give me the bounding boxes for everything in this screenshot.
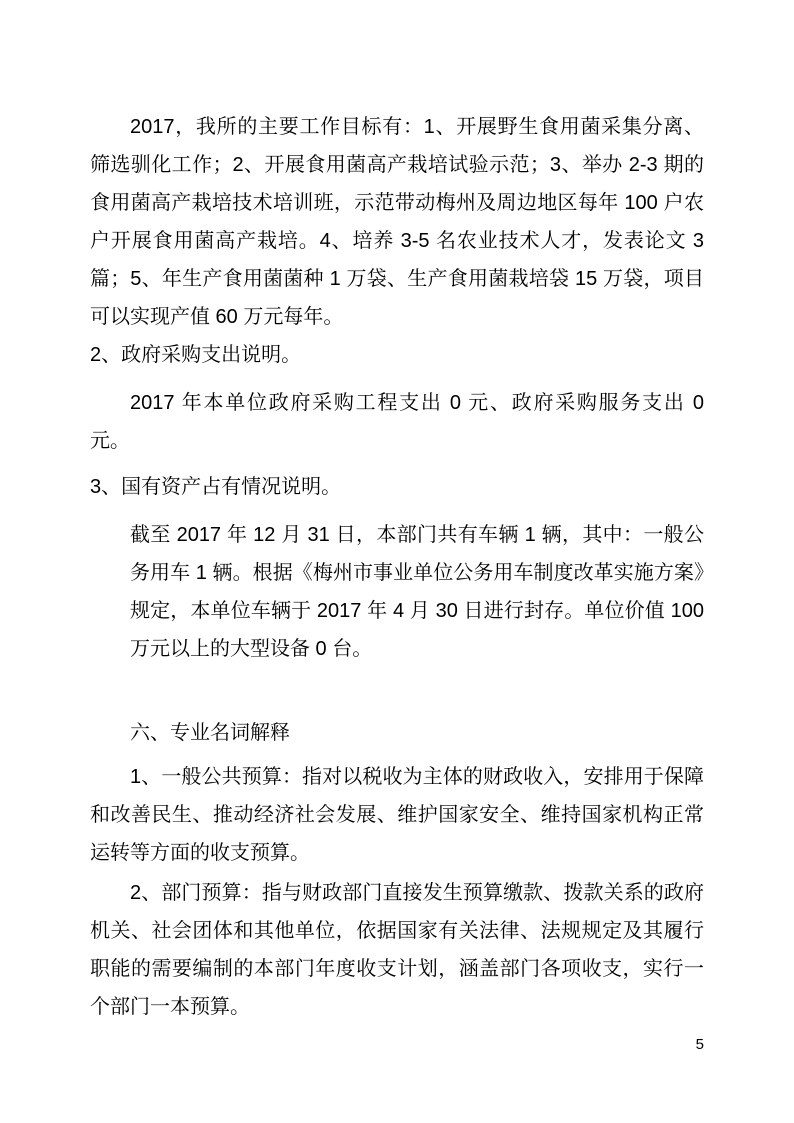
document-body xyxy=(90,108,704,1026)
paragraph-state-assets: 截至 2017 年 12 月 31 日，本部门共有车辆 1 辆，其中：一般公务用车 1 辆。根据《梅州市事业单位公务用车制度改革实施方案》规定，本单位车辆于 2017 年 4 月 30 日进行封存。单位价值 100 万元以上的大型设备 0 台。 xyxy=(130,524,704,660)
paragraph-gov-procurement: 2017 年本单位政府采购工程支出 0 元、政府采购服务支出 0 元。 xyxy=(90,392,704,452)
heading-state-assets: 3、国有资产占有情况说明。 xyxy=(90,476,342,498)
paragraph-work-goals: 2017，我所的主要工作目标有：1、开展野生食用菌采集分离、筛选驯化工作；2、开展食用菌高产栽培试验示范；3、举办 2-3 期的食用菌高产栽培技术培训班，示范带动梅州及周边地区每年 100 户农户开展食用菌高产栽培。4、培养 3-5 名农业技术人才，发表论文 3 篇；5、年生产食用菌菌种 1 万袋、生产食用菌栽培袋 15 万袋，项目可以实现产值 60 万元每年。 xyxy=(90,116,704,328)
heading-terminology-section: 六、专业名词解释 xyxy=(130,722,290,744)
page-number: 5 xyxy=(695,1036,704,1053)
paragraph-term-general-public-budget: 1、一般公共预算：指对以税收为主体的财政收入，安排用于保障和改善民生、推动经济社会发展、维护国家安全、维持国家机构正常运转等方面的收支预算。 xyxy=(90,766,704,864)
heading-gov-procurement: 2、政府采购支出说明。 xyxy=(90,344,302,366)
paragraph-term-department-budget: 2、部门预算：指与财政部门直接发生预算缴款、拨款关系的政府机关、社会团体和其他单位，依据国家有关法律、法规规定及其履行职能的需要编制的本部门年度收支计划，涵盖部门各项收支，实行一个部门一本预算。 xyxy=(90,882,704,1018)
